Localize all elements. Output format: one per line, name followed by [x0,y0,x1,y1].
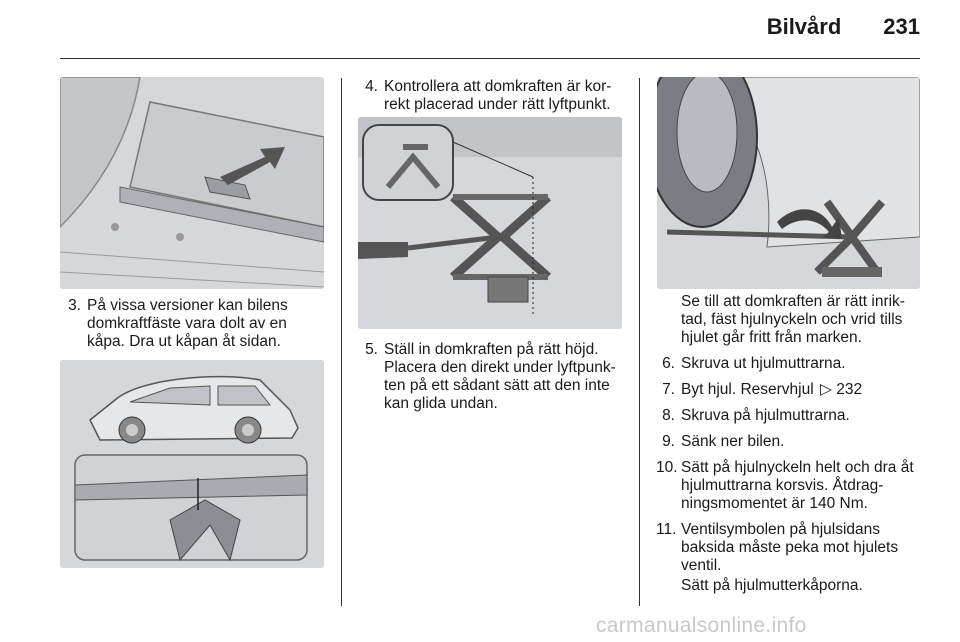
column-2-top-text [359,78,623,122]
column-1-text [62,297,324,359]
watermark: carmanualsonline.info [596,614,807,637]
column-3-text [656,293,922,595]
step-4: 4. Kontrollera att domkraften är kor-rekt placerad under rätt lyftpunkt. [365,78,612,113]
step-8: 8. Skruva på hjulmuttrarna. [662,407,850,424]
column-2-bottom-text [359,341,623,421]
step-11: 11. Ventilsymbolen på hjulsidans baksida måste peka mot hjulets ventil. [656,521,899,574]
step-5: 5. Ställ in domkraften på rätt höjd. Placera den direkt under lyftpunk-ten på ett sådant sätt att den inte kan glida undan. [365,341,616,412]
reference-page-link[interactable]: 232 [836,381,863,398]
column-divider-2 [639,78,640,606]
reference-arrow-icon: ▷ [819,381,832,398]
step-9: 9. Sänk ner bilen. [662,433,785,450]
final-paragraph: Sätt på hjulmutterkåporna. [681,577,863,594]
section-title: Bilvård [766,14,842,39]
page-header [767,14,920,40]
page-number: 231 [883,14,920,39]
step-6: 6. Skruva ut hjulmuttrarna. [662,355,846,372]
illustration-wheel-lifted [657,77,920,289]
illustration-car-jack-point [60,360,324,568]
illustration-jack-cover [60,77,324,289]
step-7: 7. Byt hjul. Reservhjul ▷ 232 [662,381,863,398]
intro-paragraph: Se till att domkraften är rätt inrik-tad, fäst hjulnyckeln och vrid tills hjulet går fritt från marken. [681,293,905,346]
column-divider-1 [341,78,342,606]
header-rule [60,58,920,59]
illustration-jack-placement [358,117,622,329]
step-3: 3. På vissa versioner kan bilens domkraftfäste vara dolt av en kåpa. Dra ut kåpan åt sidan. [68,297,288,350]
step-10: 10. Sätt på hjulnyckeln helt och dra åt hjulmuttrarna korsvis. Åtdrag-ningsmomentet är 140 Nm. [656,459,914,512]
